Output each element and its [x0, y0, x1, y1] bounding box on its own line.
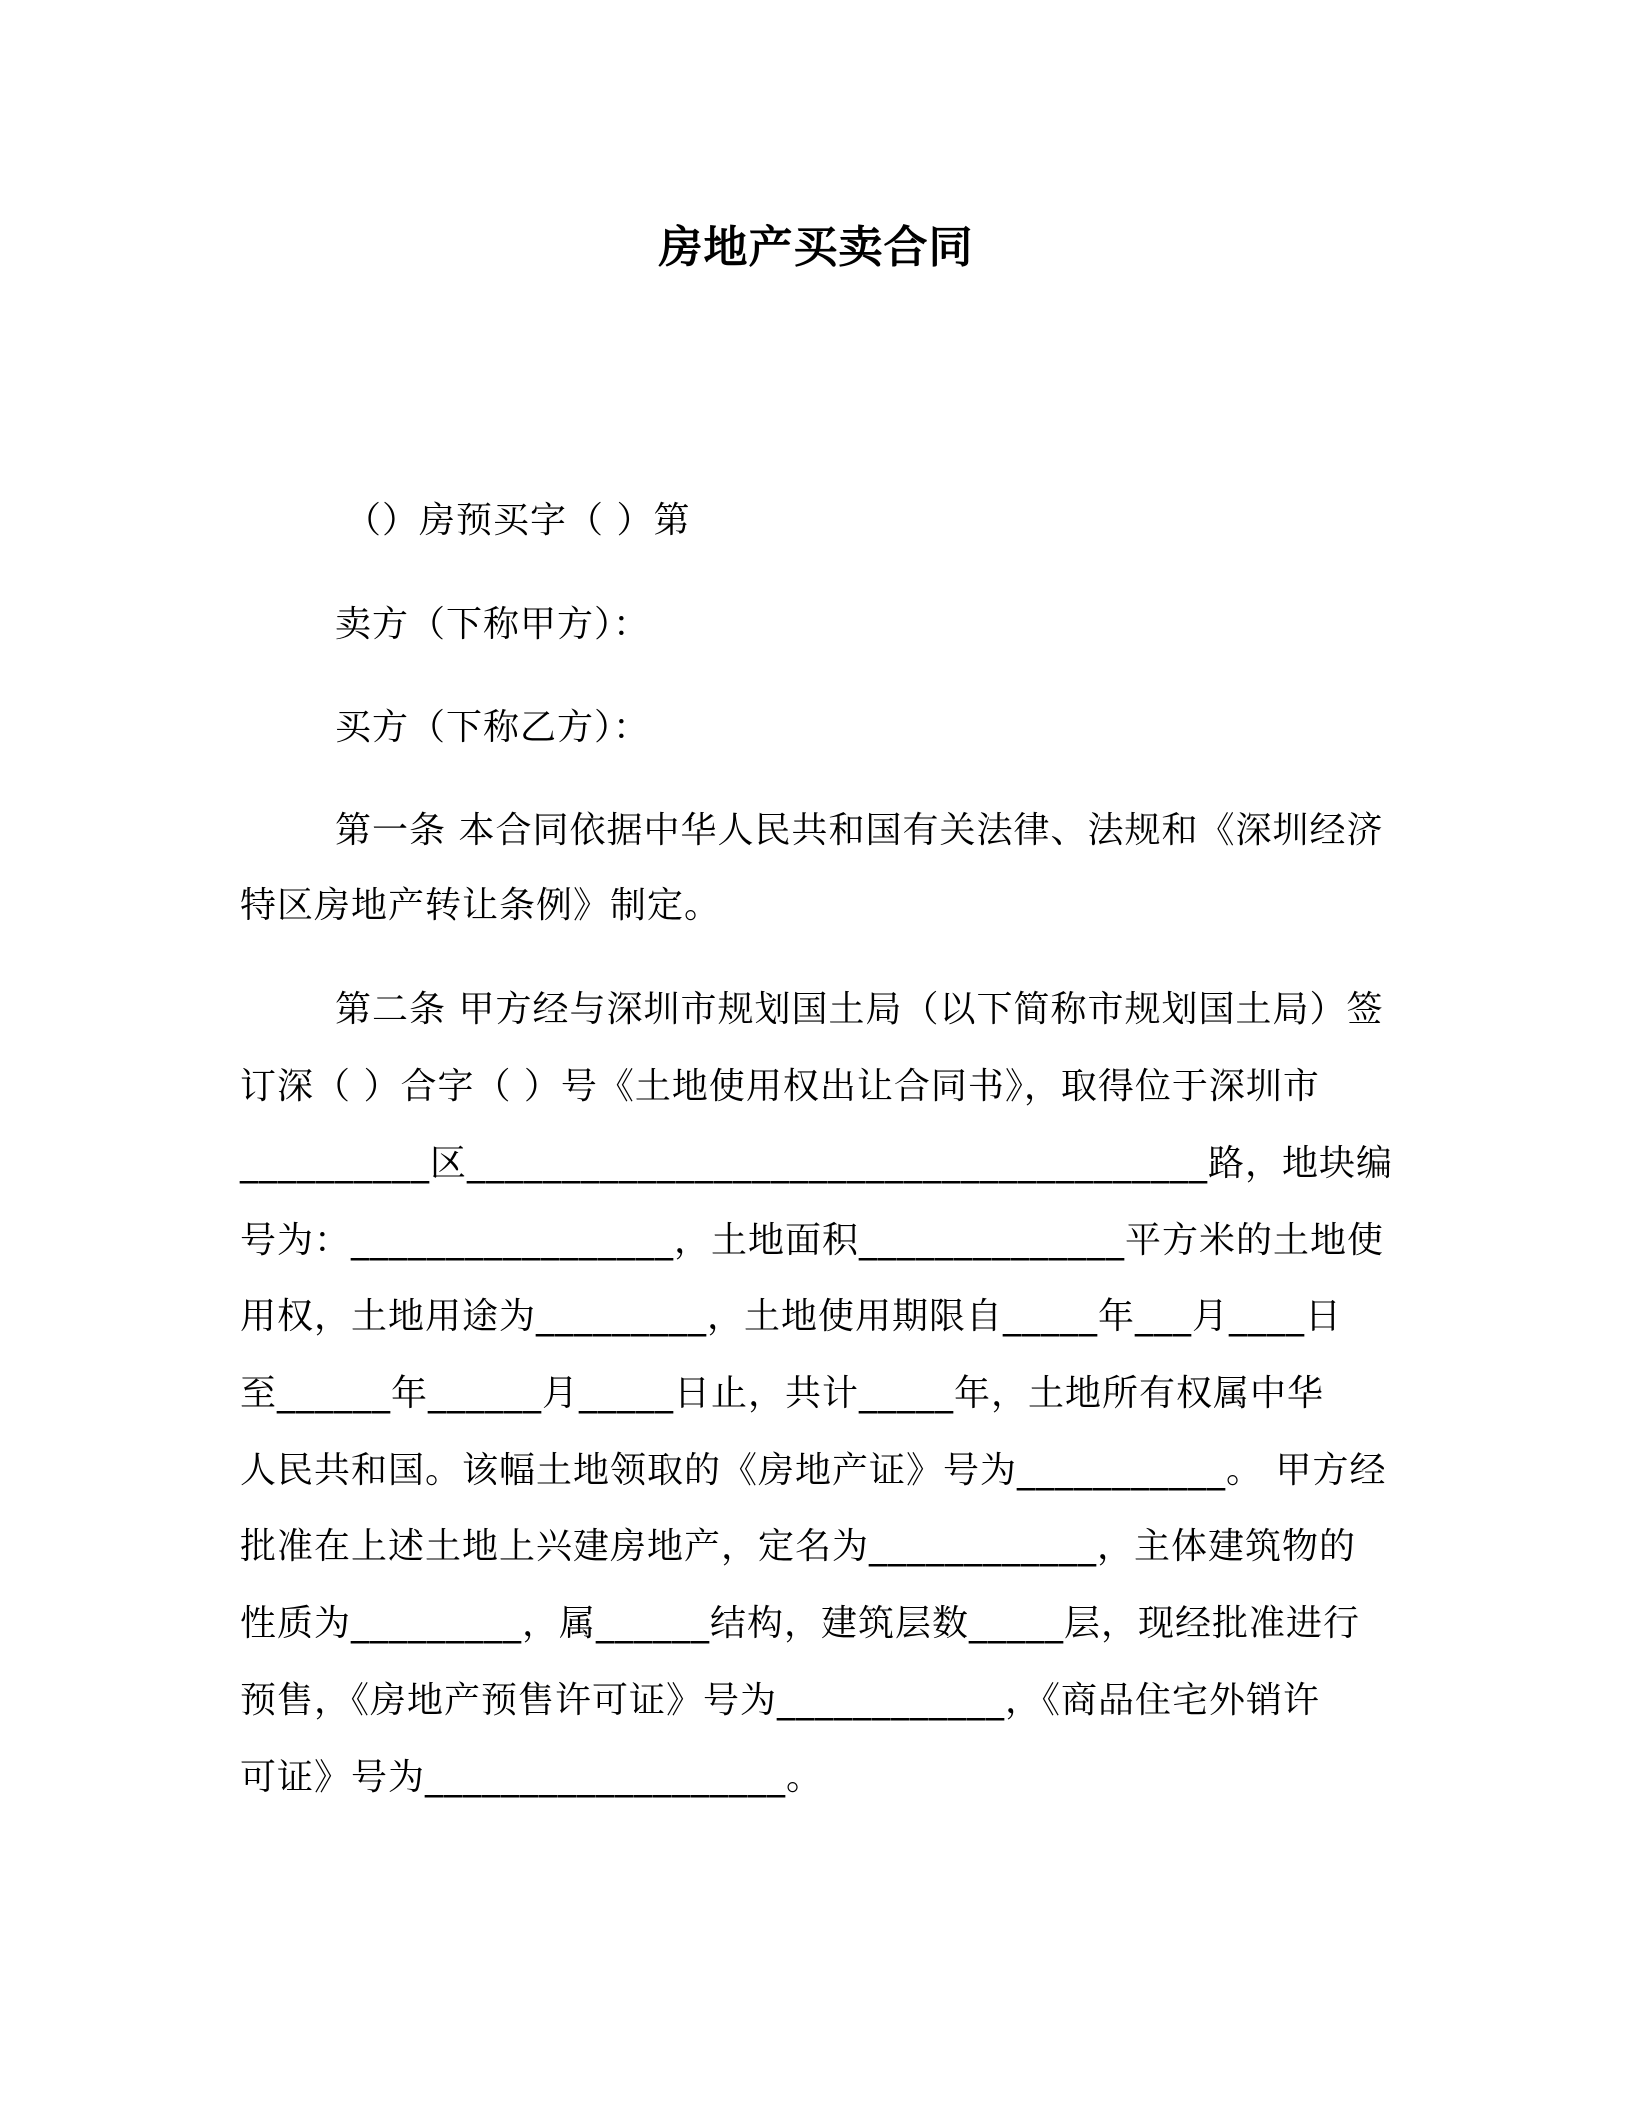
- article-2-line-9: 性质为_________，属______结构，建筑层数_____层，现经批准进行: [240, 1603, 1361, 1644]
- article-2-line-6: 至______年______月_____日止，共计_____年，土地所有权属中华: [240, 1373, 1325, 1414]
- article-2-line-11: 可证》号为___________________。: [240, 1757, 824, 1798]
- article-2-line-8: 批准在上述土地上兴建房地产，定名为____________，主体建筑物的: [240, 1526, 1357, 1567]
- article-2-line-4: 号为：_________________，土地面积______________平方米的土地使: [240, 1220, 1385, 1261]
- article-2-line-3: __________区_______________________________________路，地块编: [240, 1143, 1394, 1184]
- buyer-line: 买方（下称乙方）：: [335, 707, 651, 748]
- article-2-line-5: 用权，土地用途为_________，土地使用期限自_____年___月____日: [240, 1296, 1343, 1337]
- article-1-line-1: 第一条 本合同依据中华人民共和国有关法律、法规和《深圳经济: [335, 810, 1384, 851]
- article-2-line-2: 订深（ ）合字（ ）号《土地使用权出让合同书》，取得位于深圳市: [240, 1066, 1320, 1107]
- reference-number-line: （）房预买字（ ）第: [345, 500, 691, 541]
- seller-line: 卖方（下称甲方）：: [335, 604, 651, 645]
- article-2-line-1: 第二条 甲方经与深圳市规划国土局（以下简称市规划国土局）签: [335, 989, 1384, 1030]
- document-title: 房地产买卖合同: [658, 222, 974, 273]
- article-2-line-7: 人民共和国。该幅土地领取的《房地产证》号为___________。 甲方经: [240, 1450, 1387, 1491]
- article-2-line-10: 预售，《房地产预售许可证》号为____________，《商品住宅外销许: [240, 1680, 1321, 1721]
- article-1-line-2: 特区房地产转让条例》制定。: [240, 885, 722, 926]
